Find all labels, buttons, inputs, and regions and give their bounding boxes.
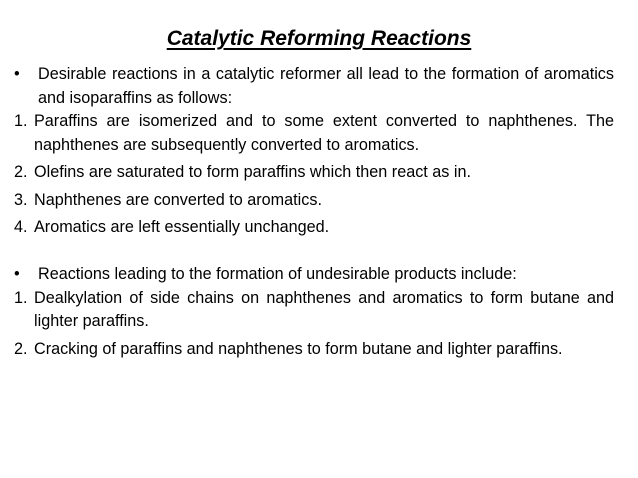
list-number: 1. [14, 112, 28, 130]
bullet-point [14, 263, 614, 287]
list-item [14, 216, 614, 240]
list-item [14, 287, 614, 334]
list-item-text: Cracking of paraffins and naphthenes to form butane and lighter paraffins. [34, 339, 563, 358]
list-item-text: Naphthenes are converted to aromatics. [34, 190, 322, 209]
bullet-icon: • [14, 65, 20, 83]
section-desirable [14, 63, 614, 240]
list-item [14, 189, 614, 213]
list-number: 1. [14, 288, 28, 307]
list-number: 2. [14, 339, 28, 358]
list-item-text: Dealkylation of side chains on naphthenes and aromatics to form butane and lighter paraffins. [34, 288, 614, 330]
slide-title: Catalytic Reforming Reactions [166, 27, 472, 50]
bullet-text: Desirable reactions in a catalytic reformer all lead to the formation of aromatics and isoparaffins as follows: [38, 65, 614, 107]
bullet-text: Reactions leading to the formation of undesirable products include: [38, 265, 517, 283]
list-item-text: Aromatics are left essentially unchanged. [34, 218, 330, 236]
bullet-icon: • [14, 265, 20, 283]
list-number: 4. [14, 218, 28, 236]
slide-body [14, 63, 614, 361]
bullet-point [14, 63, 614, 110]
list-item [14, 110, 614, 157]
list-item [14, 338, 614, 362]
list-item [14, 161, 614, 185]
list-item-text: Paraffins are isomerized and to some extent converted to naphthenes. The naphthenes are subsequently converted to aromatics. [34, 112, 614, 154]
list-item-text: Olefins are saturated to form paraffins which then react as in. [34, 163, 471, 181]
list-number: 3. [14, 190, 28, 209]
list-number: 2. [14, 163, 28, 181]
section-undesirable [14, 263, 614, 361]
